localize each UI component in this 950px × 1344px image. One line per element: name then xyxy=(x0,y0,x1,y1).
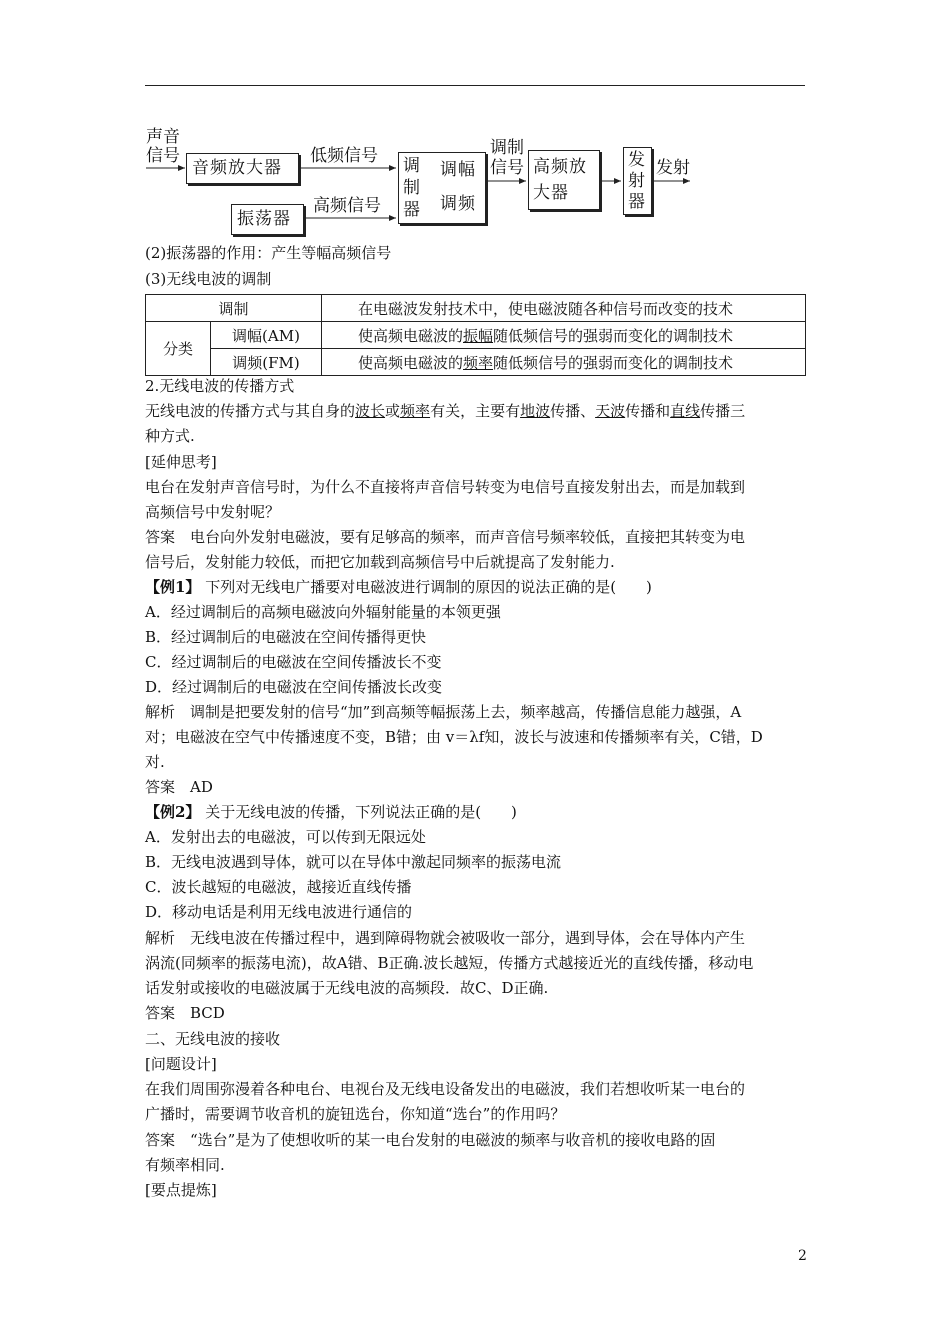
sec2-text-2: 或 xyxy=(385,402,401,420)
table-cell-am: 调幅(AM) xyxy=(211,322,322,349)
sec3-design-heading: [问题设计] xyxy=(145,1055,217,1073)
ex1-solution-2: 对；电磁波在空气中传播速度不变，B错；由 v＝λf知，波长与波速和传播频率有关，C错，D xyxy=(145,728,763,746)
ex1-solution-3: 对. xyxy=(145,753,165,771)
ext-answer-1: 答案 电台向外发射电磁波，要有足够高的频率，而声音信号频率较低，直接把其转变为电 xyxy=(145,528,746,546)
transmitter-char-2: 射 xyxy=(628,171,645,191)
sound-signal-label-1: 声音 xyxy=(146,127,180,147)
fm-desc-post: 随低频信号的强弱而变化的调制技术 xyxy=(493,353,734,372)
ex2-stem-text: 关于无线电波的传播，下列说法正确的是( ) xyxy=(200,803,517,821)
sec3-key-points-heading: [要点提炼] xyxy=(145,1181,217,1199)
sec3-title: 二、无线电波的接收 xyxy=(145,1030,281,1048)
sec2-title: 2.无线电波的传播方式 xyxy=(145,377,295,395)
modulation-table xyxy=(145,294,806,376)
ex1-answer: 答案 AD xyxy=(145,778,213,796)
table-row xyxy=(146,295,806,322)
ex2-stem xyxy=(145,800,810,825)
sec2-key-frequency: 频率 xyxy=(400,402,431,420)
page-number: 2 xyxy=(798,1248,807,1264)
sec2-text-3: 有关，主要有 xyxy=(430,402,521,420)
sec3-answer-2: 有频率相同. xyxy=(145,1156,225,1174)
sec2-key-line: 直线 xyxy=(670,402,701,420)
modulated-signal-label-2: 信号 xyxy=(490,158,524,178)
sec2-key-wavelength: 波长 xyxy=(355,402,386,420)
ex1-option-a: A．经过调制后的高频电磁波向外辐射能量的本领更强 xyxy=(145,603,501,621)
ex2-option-c: C．波长越短的电磁波，越接近直线传播 xyxy=(145,878,412,896)
table-cell-fm: 调频(FM) xyxy=(211,349,322,376)
ex2-label: 【例2】 xyxy=(145,803,201,821)
transmitter-box xyxy=(623,147,652,215)
fm-desc-pre: 使高频电磁波的 xyxy=(358,353,464,372)
sec2-key-ground: 地波 xyxy=(520,402,551,420)
ex1-option-c: C．经过调制后的电磁波在空间传播波长不变 xyxy=(145,653,442,671)
ex2-answer: 答案 BCD xyxy=(145,1004,225,1022)
hf-amp-label-1: 高频放 xyxy=(533,157,587,177)
transmitter-char-3: 器 xyxy=(628,192,645,212)
sec2-line-1 xyxy=(145,399,810,424)
sound-signal-label-2: 信号 xyxy=(146,146,180,166)
sec2-text-6: 传播三 xyxy=(700,402,746,420)
table-cell-am-desc xyxy=(322,322,806,349)
audio-amp-box xyxy=(186,153,299,184)
ex2-option-b: B．无线电波遇到导体，就可以在导体中激起同频率的振荡电流 xyxy=(145,853,562,871)
sec2-text-5: 传播和 xyxy=(625,402,671,420)
ex2-solution-1: 解析 无线电波在传播过程中，遇到障碍物就会被吸收一部分，遇到导体，会在导体内产生 xyxy=(145,929,746,947)
transmitter-char-1: 发 xyxy=(628,150,645,170)
ext-question-2: 高频信号中发射呢？ xyxy=(145,503,281,521)
fm-label: 调频 xyxy=(440,194,476,214)
high-freq-signal-label: 高频信号 xyxy=(313,196,381,216)
ex2-solution-2: 涡流(同频率的振荡电流)，故A错、B正确.波长越短，传播方式越接近光的直线传播，移动电 xyxy=(145,954,754,972)
sec2-text-1: 无线电波的传播方式与其自身的 xyxy=(145,402,356,420)
ex1-option-b: B．经过调制后的电磁波在空间传播得更快 xyxy=(145,628,427,646)
table-cell-classify: 分类 xyxy=(146,322,211,376)
sec3-answer-1: 答案 “选台”是为了使想收听的某一电台发射的电磁波的频率与收音机的接收电路的固 xyxy=(145,1131,716,1149)
ex2-option-d: D．移动电话是利用无线电波进行通信的 xyxy=(145,903,413,921)
sec2-key-sky: 天波 xyxy=(595,402,626,420)
ex1-option-d: D．经过调制后的电磁波在空间传播波长改变 xyxy=(145,678,443,696)
ext-answer-2: 信号后，发射能力较低，而把它加载到高频信号中后就提高了发射能力. xyxy=(145,553,615,571)
am-desc-pre: 使高频电磁波的 xyxy=(358,326,464,345)
ex2-option-a: A．发射出去的电磁波，可以传到无限远处 xyxy=(145,828,426,846)
modulated-signal-label-1: 调制 xyxy=(490,138,524,158)
modulation-heading: (3)无线电波的调制 xyxy=(145,270,272,288)
modulator-char-2: 制 xyxy=(403,178,420,198)
fm-desc-key: 频率 xyxy=(463,353,494,372)
am-desc-post: 随低频信号的强弱而变化的调制技术 xyxy=(493,326,734,345)
hf-amp-box xyxy=(528,150,600,210)
modulator-char-1: 调 xyxy=(403,156,420,176)
am-label: 调幅 xyxy=(440,160,476,180)
table-row xyxy=(146,322,806,349)
transmit-label: 发射 xyxy=(656,158,690,178)
am-desc-key: 振幅 xyxy=(463,326,494,345)
ex1-stem xyxy=(145,575,810,600)
ex1-solution-1: 解析 调制是把要发射的信号“加”到高频等幅振荡上去，频率越高，传播信息能力越强，A xyxy=(145,703,742,721)
table-cell-fm-desc xyxy=(322,349,806,376)
oscillator-role-line: (2)振荡器的作用：产生等幅高频信号 xyxy=(145,244,392,262)
audio-amp-label: 音频放大器 xyxy=(192,158,282,178)
oscillator-label: 振荡器 xyxy=(237,209,291,229)
sec3-question-1: 在我们周围弥漫着各种电台、电视台及无线电设备发出的电磁波，我们若想收听某一电台的 xyxy=(145,1080,746,1098)
ex1-stem-text: 下列对无线电广播要对电磁波进行调制的原因的说法正确的是( ) xyxy=(200,578,652,596)
modulator-char-3: 器 xyxy=(403,200,420,220)
sec2-line-2: 种方式. xyxy=(145,427,195,445)
table-cell-modulation-desc: 在电磁波发射技术中，使电磁波随各种信号而改变的技术 xyxy=(322,295,806,322)
sec3-question-2: 广播时，需要调节收音机的旋钮选台，你知道“选台”的作用吗？ xyxy=(145,1105,566,1123)
ext-heading: [延伸思考] xyxy=(145,453,217,471)
oscillator-box xyxy=(231,204,304,235)
hf-amp-label-2: 大器 xyxy=(533,183,569,203)
ex2-solution-3: 话发射或接收的电磁波属于无线电波的高频段．故C、D正确. xyxy=(145,979,549,997)
sec2-text-4: 传播、 xyxy=(550,402,596,420)
low-freq-signal-label: 低频信号 xyxy=(310,146,378,166)
table-cell-modulation: 调制 xyxy=(146,295,322,322)
table-row xyxy=(146,349,806,376)
ext-question-1: 电台在发射声音信号时，为什么不直接将声音信号转变为电信号直接发射出去，而是加载到 xyxy=(145,478,746,496)
ex1-label: 【例1】 xyxy=(145,578,201,596)
